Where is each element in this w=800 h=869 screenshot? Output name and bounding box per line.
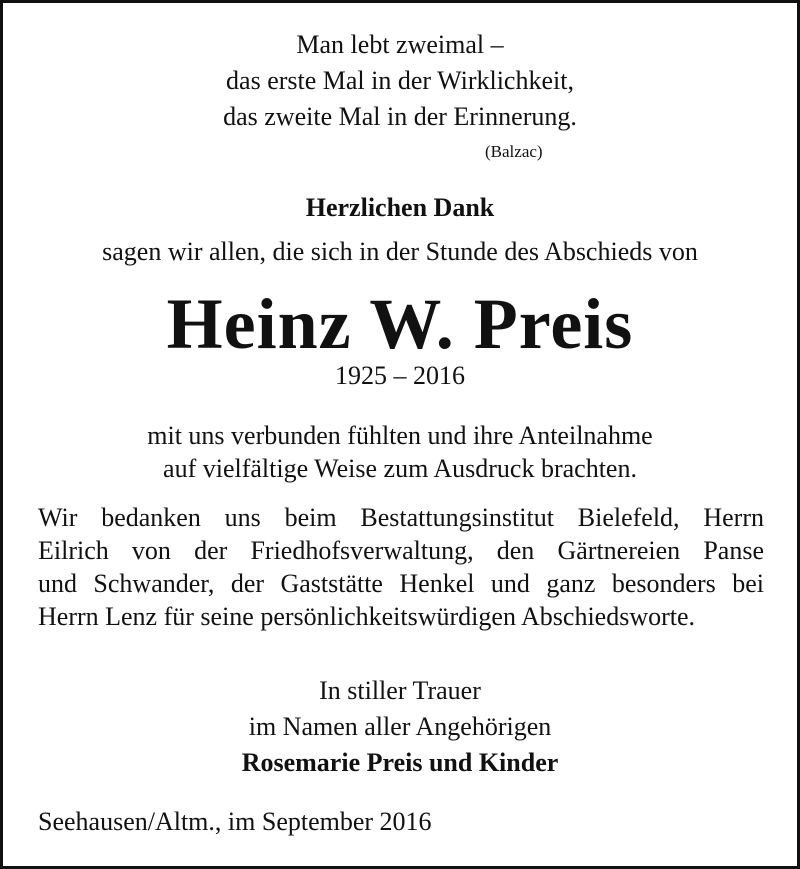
signature-line-1: In stiller Trauer bbox=[319, 676, 481, 705]
quote-line-2: das erste Mal in der Wirklichkeit, bbox=[226, 66, 574, 95]
acknowledgement-line-4: Herrn Lenz für seine persönlichkeitswürdigen Abschiedsworte. bbox=[38, 602, 696, 631]
deceased-name: Heinz W. Preis bbox=[166, 284, 634, 364]
quote-author: (Balzac) bbox=[485, 142, 543, 161]
message-line-2: auf vielfältige Weise zum Ausdruck brachten. bbox=[163, 454, 637, 483]
thanks-heading: Herzlichen Dank bbox=[305, 193, 495, 222]
thanks-intro: sagen wir allen, die sich in der Stunde des Abschieds von bbox=[102, 237, 698, 266]
acknowledgement-line-1: Wir bedanken uns beim Bestattungsinstitut Bielefeld, Herrn bbox=[38, 503, 764, 532]
message-line-1: mit uns verbunden fühlten und ihre Anteilnahme bbox=[147, 421, 653, 450]
signature-line-2: im Namen aller Angehörigen bbox=[248, 712, 552, 741]
place-date: Seehausen/Altm., im September 2016 bbox=[38, 807, 432, 836]
acknowledgement-line-3: und Schwander, der Gaststätte Henkel und ganz besonders bei bbox=[38, 569, 764, 598]
quote-line-1: Man lebt zweimal – bbox=[296, 30, 504, 59]
deceased-years: 1925 – 2016 bbox=[335, 361, 465, 390]
quote-line-3: das zweite Mal in der Erinnerung. bbox=[223, 102, 577, 131]
signature-family: Rosemarie Preis und Kinder bbox=[241, 748, 559, 777]
acknowledgement-line-2: Eilrich von der Friedhofsverwaltung, den Gärtnereien Panse bbox=[38, 536, 764, 565]
